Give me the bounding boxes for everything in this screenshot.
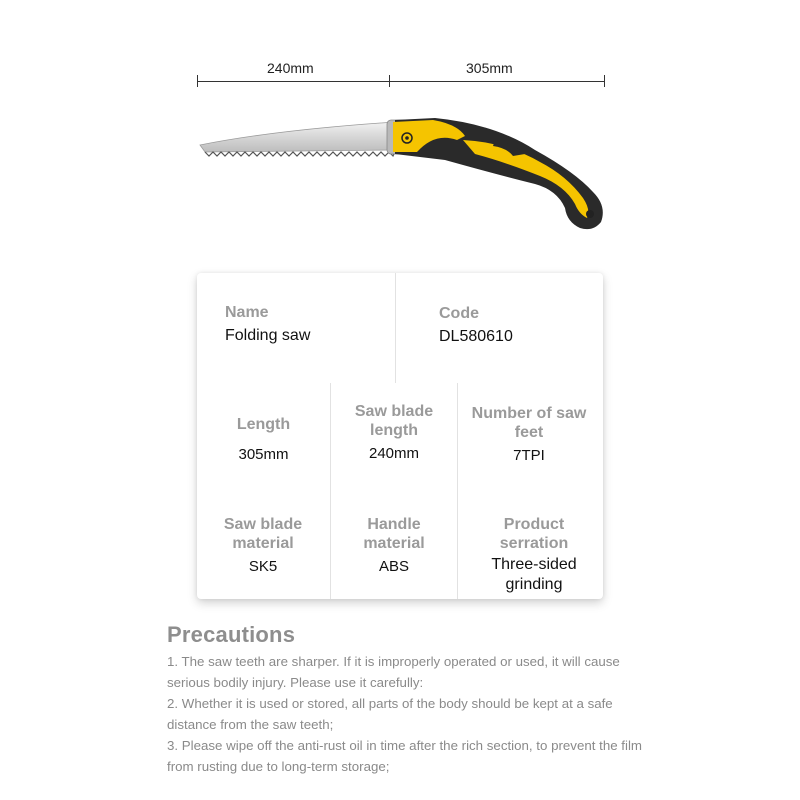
spec-label: Number of saw feet [471,405,587,441]
spec-name [225,303,310,345]
spec-label: Product serration [499,516,569,552]
spec-label: Code [439,305,479,322]
spec-blade-material [205,515,321,576]
spec-value: Three-sided grinding [491,556,577,593]
dimension-tick [389,75,390,87]
spec-serration [469,515,599,595]
precautions-section [167,622,647,777]
spec-handle-material [337,515,451,576]
spec-saw-feet [469,404,589,465]
spec-value: SK5 [248,558,278,575]
dimension-line [197,81,605,82]
spec-label: Saw blade material [223,516,303,552]
divider [330,383,331,599]
spec-value: 305mm [238,446,289,463]
spec-value: ABS [378,558,409,575]
spec-value: 7TPI [513,447,545,464]
folding-saw-icon [195,110,615,240]
divider [457,383,458,599]
spec-length [197,415,330,464]
dimension-tick [604,75,605,87]
spec-value: DL580610 [439,328,513,345]
total-dimension-label: 305mm [466,60,513,76]
precautions-title: Precautions [167,622,296,647]
spec-label: Saw blade length [354,403,434,439]
spec-value: Folding saw [225,327,311,344]
divider [395,273,396,383]
spec-card [197,273,603,599]
spec-code [439,304,513,346]
blade-dimension-label: 240mm [267,60,314,76]
dimension-annotation [190,60,610,100]
spec-blade-length [337,402,451,463]
spec-value: 240mm [368,445,420,462]
spec-label: Handle material [363,516,425,552]
spec-label: Length [236,416,291,433]
precautions-text: 1. The saw teeth are sharper. If it is improperly operated or used, it will cause serious bodily injury. Please use it carefully: 2. Whether it is used or stored, all parts of the body should be kept at a safe distance from the saw teeth; 3. Please wipe off the anti-rust oil in time after the rich section, to prevent the film from rusting due to long-term storage; [167,654,642,774]
dimension-tick [197,75,198,87]
spec-label: Name [225,304,269,321]
